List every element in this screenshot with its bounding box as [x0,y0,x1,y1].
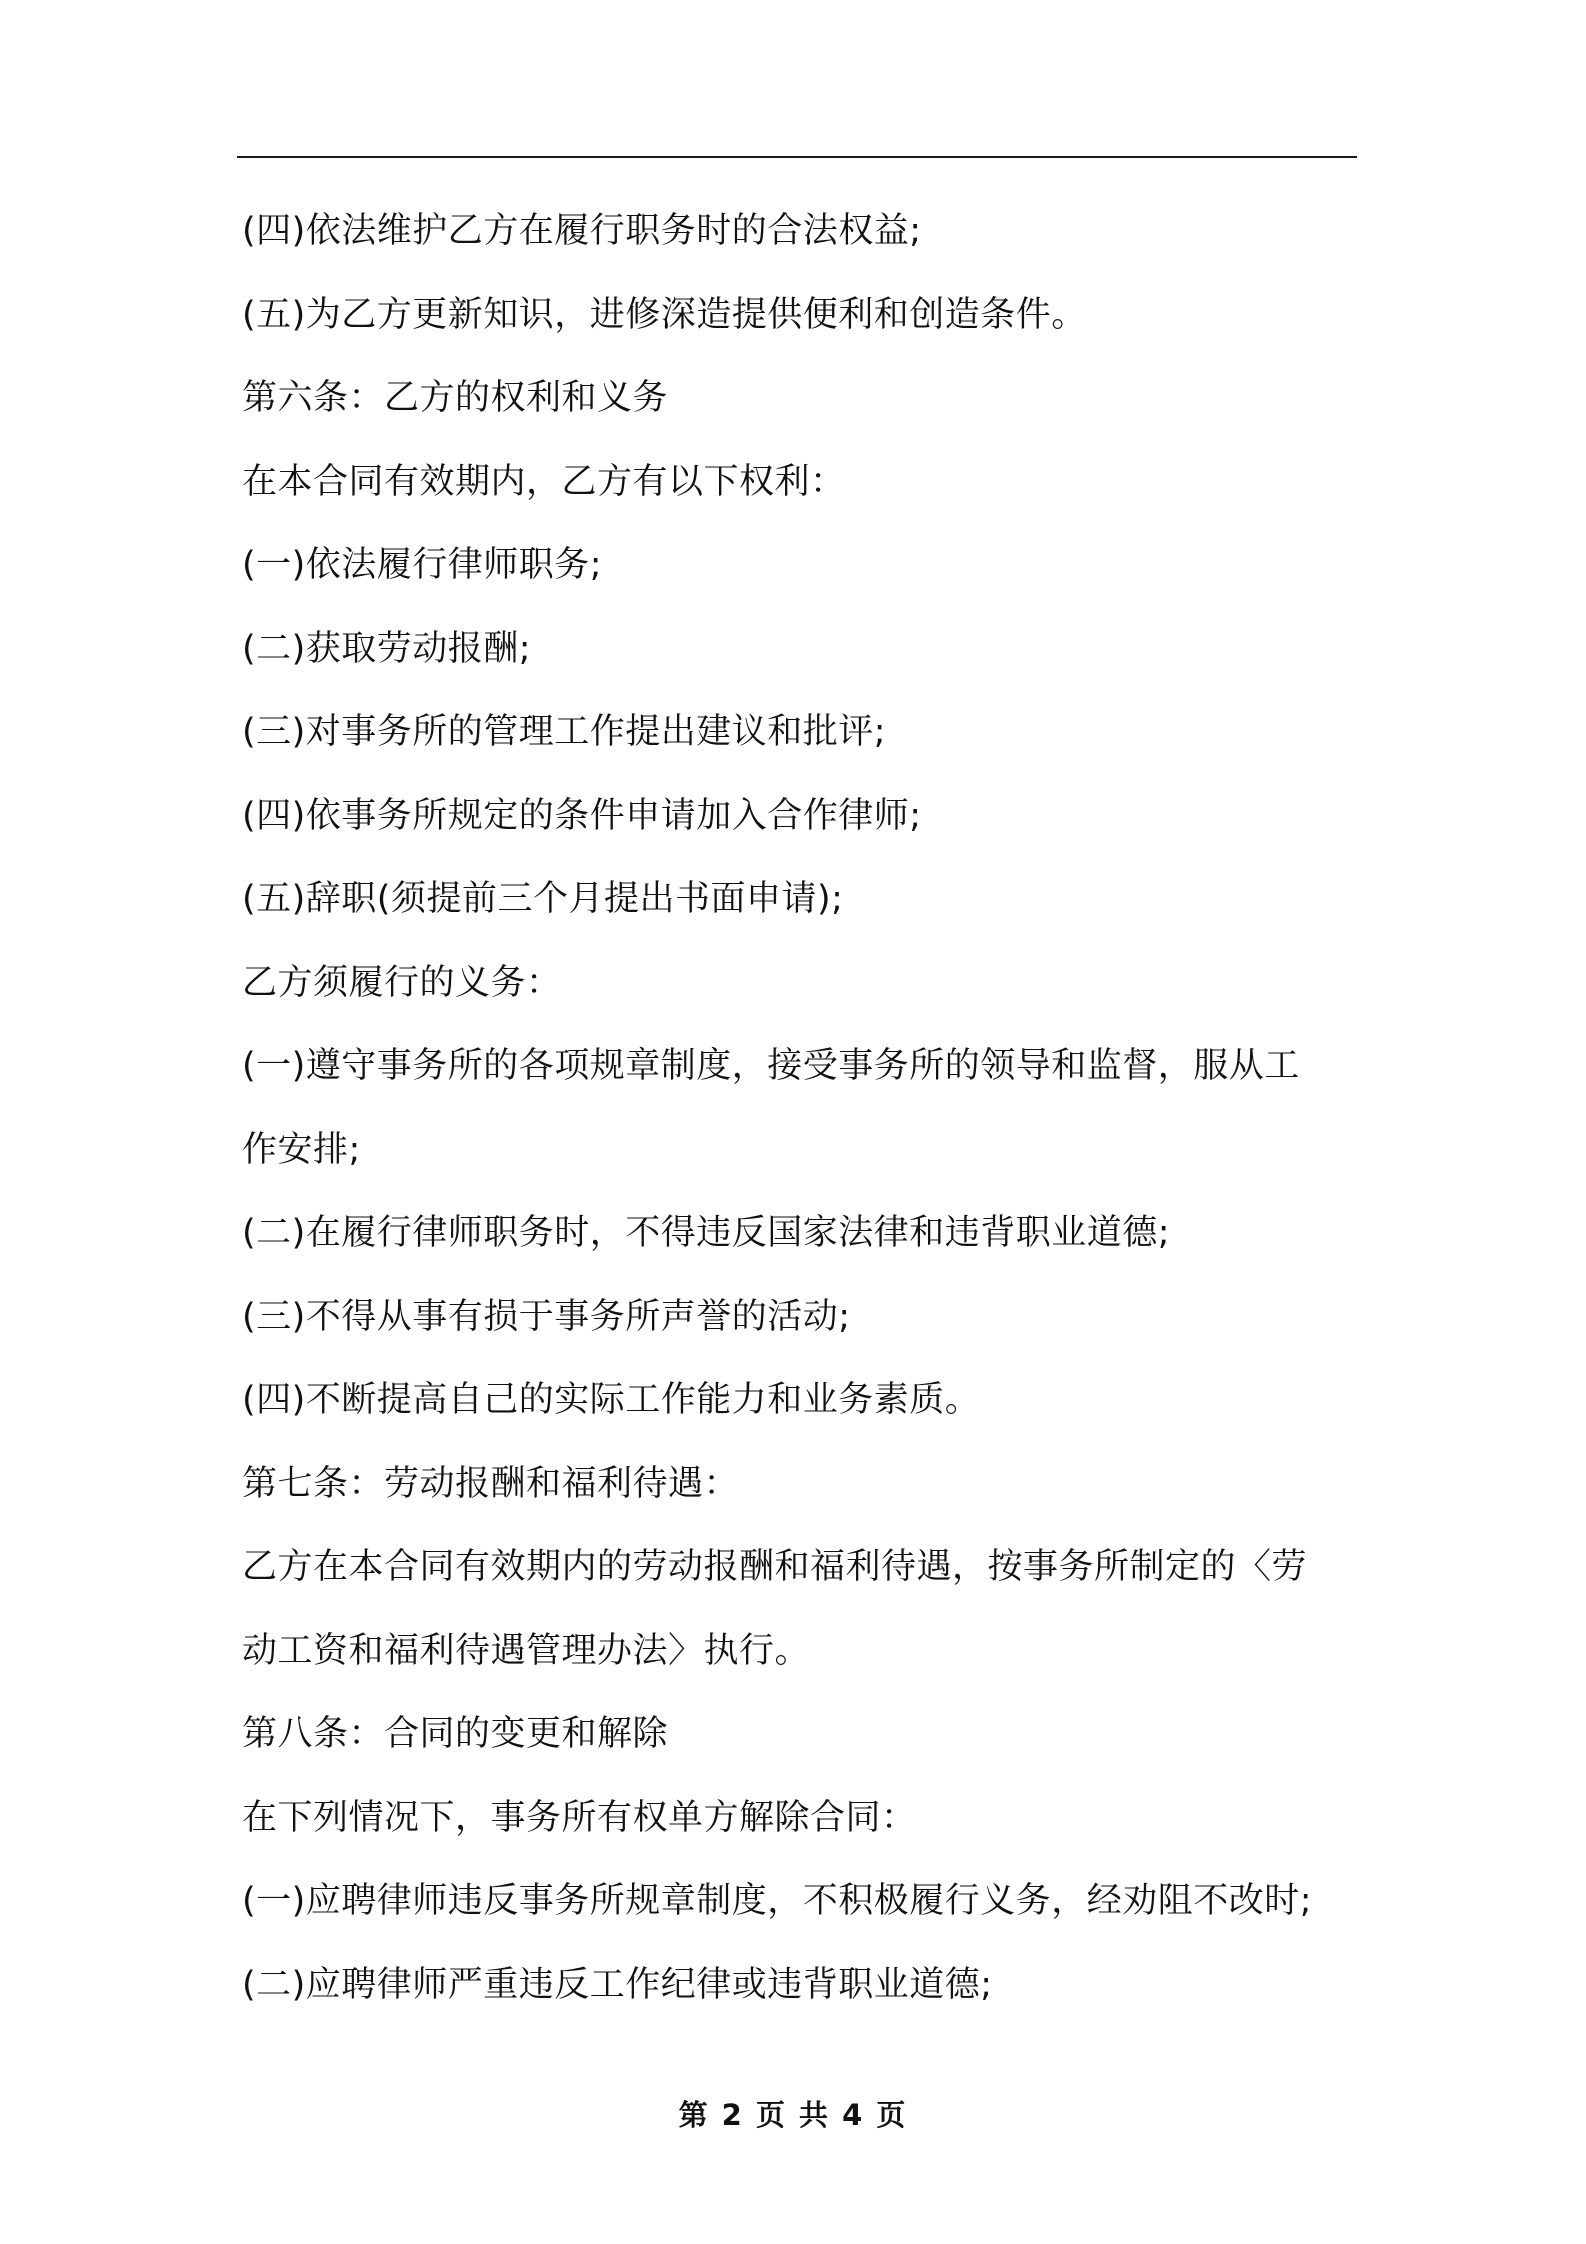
text-line: 在下列情况下，事务所有权单方解除合同： [242,1797,917,1838]
text-line: (三)对事务所的管理工作提出建议和批评; [242,712,887,752]
text-line: (五)为乙方更新知识，进修深造提供便利和创造条件。 [242,294,1087,335]
text-line: 动工资和福利待遇管理办法〉执行。 [242,1630,811,1671]
text-line: (四)依法维护乙方在履行职务时的合法权益; [242,211,922,251]
document-body [242,190,1367,2027]
text-line: (二)应聘律师严重违反工作纪律或违背职业道德; [242,1964,993,2005]
text-line: (五)辞职(须提前三个月提出书面申请); [242,879,844,919]
text-line: (四)依事务所规定的条件申请加入合作律师; [242,795,922,836]
text-line: (二)获取劳动报酬; [242,628,532,669]
text-line: 乙方须履行的义务： [242,962,562,1003]
article-heading: 第六条：乙方的权利和义务 [242,378,669,418]
text-line: (一)应聘律师违反事务所规章制度，不积极履行义务，经劝阻不改时; [242,1881,1313,1921]
text-line: 在本合同有效期内，乙方有以下权利： [242,461,846,502]
text-line: (三)不得从事有损于事务所声誉的活动; [242,1296,851,1337]
text-line: (一)遵守事务所的各项规章制度，接受事务所的领导和监督，服从工 [242,1046,1300,1086]
text-line: 乙方在本合同有效期内的劳动报酬和福利待遇，按事务所制定的〈劳 [242,1547,1308,1587]
text-line: (二)在履行律师职务时，不得违反国家法律和违背职业道德; [242,1213,1171,1253]
article-heading: 第七条：劳动报酬和福利待遇： [242,1463,740,1504]
header-rule [237,156,1357,158]
page-number: 第 2 页 共 4 页 [678,2098,908,2132]
article-heading: 第八条：合同的变更和解除 [242,1714,669,1754]
text-line: 作安排; [242,1129,361,1170]
text-line: (一)依法履行律师职务; [242,545,603,585]
text-line: (四)不断提高自己的实际工作能力和业务素质。 [242,1380,981,1420]
